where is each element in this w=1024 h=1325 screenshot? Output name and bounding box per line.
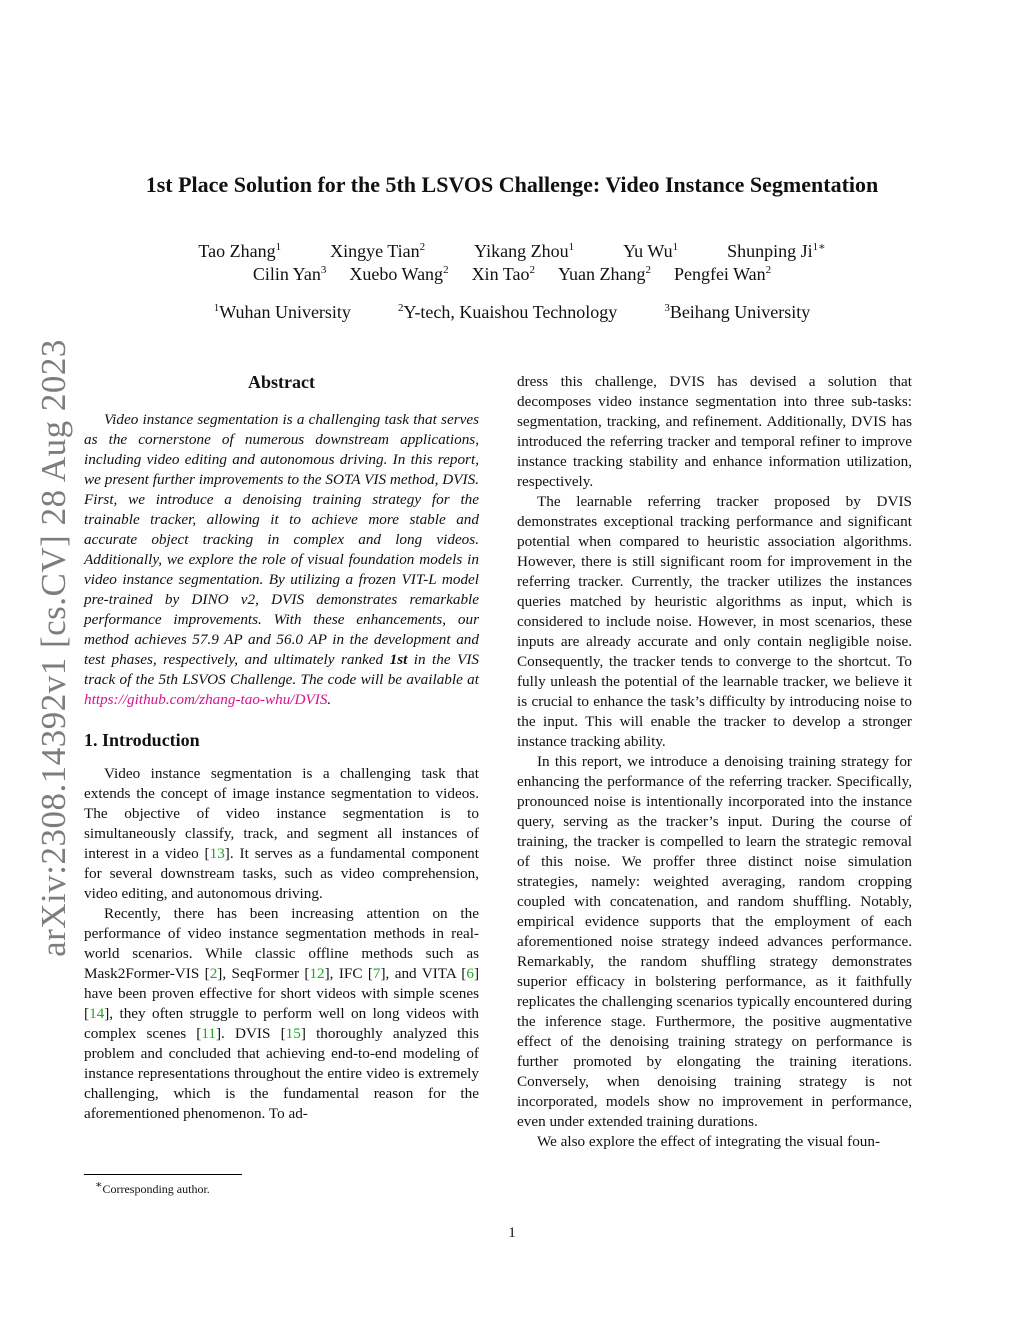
author: Tao Zhang$^1$ <box>198 241 282 261</box>
body-paragraph: In this report, we introduce a denoising training strategy for enhancing the performance of the referring tracker. Specifically, pronounced noise is intentionally incorporated into the instance query, serving as the tracker’s input. During the course of training, the tracker is compelled to learn the strategic removal of this noise. We proffer three distinct noise simulation strategies, namely: weighted averaging, random cropping coupled with concatenation, and random shuffling. Notably, empirical evidence supports that the employment of each aforementioned noise strategy indeed advances performance. Remarkably, the random shuffling strategy demonstrates superior efficacy in bolstering performance, as it faithfully replicates the challenging scenarios typically encountered during the inference stage. Furthermore, the positive augmentative effect of the denoising training strategy on performance is further promoted by elongating the training iterations. Conversely, when denoising training strategy is not incorporated, models show no improvement in performance, even under extended training durations. <box>517 753 912 1130</box>
author: Yikang Zhou$^1$ <box>474 241 575 261</box>
body-paragraph: We also explore the effect of integrating the visual foun- <box>537 1133 881 1150</box>
footnote: ∗Corresponding author. <box>95 1179 210 1196</box>
abstract-heading: Abstract <box>248 372 315 392</box>
author: Pengfei Wan$^2$ <box>673 264 772 284</box>
body-paragraph: The learnable referring tracker proposed by DVIS demonstrates exceptional tracking performance and significant potential when compared to heuristic association algorithms. However, there is still significant room for improvement in the referring tracker. Currently, the tracker utilizes the instances queries matched by heuristic algorithms as input, which is considered to include noise. However, in most scenarios, these inputs are already accurate and only contain negligible noise. Consequently, the tracker tends to converge to the shortcut. To fully unleash the potential of the learnable tracker, we believe it is crucial to enhance the task’s difficulty by introducing noise to the input. This will enable the tracker to develop a stronger instance tracking ability. <box>517 493 912 750</box>
left-column <box>84 372 479 1124</box>
citation[interactable]: 2 <box>209 965 218 982</box>
right-column <box>517 372 912 1152</box>
affiliation: $^2$Y-tech, Kuaishou Technology <box>397 302 618 322</box>
intro-paragraph-1: Video instance segmentation is a challenging task that extends the concept of image instance segmentation to videos. The objective of video instance segmentation is to simultaneously classify, track, and segment all instances of interest in a video [13]. It serves as a fundamental component for several downstream tasks, such as video comprehension, video editing, and autonomous driving. <box>84 765 479 902</box>
author: Xingye Tian$^2$ <box>330 241 426 261</box>
citation[interactable]: 6 <box>466 965 474 982</box>
footnote-divider <box>84 1174 242 1175</box>
author: Xuebo Wang$^2$ <box>349 264 449 284</box>
affiliation: $^1$Wuhan University <box>213 302 351 322</box>
affiliations <box>0 302 1024 323</box>
citation[interactable]: 14 <box>89 1005 105 1022</box>
author-list-row1 <box>0 240 1024 262</box>
author: Yuan Zhang$^2$ <box>557 264 651 284</box>
code-link[interactable]: https://github.com/zhang-tao-whu/DVIS <box>84 691 328 708</box>
author: Yu Wu$^1$ <box>623 241 679 261</box>
section-heading-introduction: 1. Introduction <box>84 730 200 750</box>
paper-title: 1st Place Solution for the 5th LSVOS Challenge: Video Instance Segmentation <box>145 172 879 197</box>
author: Cilin Yan$^3$ <box>252 264 327 284</box>
citation[interactable]: 13 <box>209 845 225 862</box>
affiliation: $^3$Beihang University <box>664 302 811 322</box>
body-paragraph: dress this challenge, DVIS has devised a solution that decomposes video instance segmentation into three sub-tasks: segmentation, tracking, and refinement. Additionally, DVIS has introduced the referring tracker and temporal refiner to improve instance tracking stability and enhance information utilization, respectively. <box>517 373 912 490</box>
citation[interactable]: 7 <box>372 965 381 982</box>
citation[interactable]: 11 <box>201 1025 216 1042</box>
abstract-body: Video instance segmentation is a challenging task that serves as the cornerstone of numerous downstream applications, including video editing and autonomous driving. In this report, we present further improvements to the SOTA VIS method, DVIS. First, we introduce a denoising training strategy for the trainable tracker, allowing it to achieve more stable and accurate object tracking in complex and long videos. Additionally, we explore the role of visual foundation models in video instance segmentation. By utilizing a frozen VIT-L model pre-trained by DINO v2, DVIS demonstrates remarkable performance improvements. With these enhancements, our method achieves 57.9 AP and 56.0 AP in the development and test phases, respectively, and ultimately ranked 1st in the VIS track of the 5th LSVOS Challenge. The code will be available at https://github.com/zhang-tao-whu/DVIS. <box>84 411 479 708</box>
author-list-row2 <box>0 264 1024 285</box>
arxiv-identifier: arXiv:2308.14392v1 [cs.CV] 28 Aug 2023 <box>34 339 73 957</box>
intro-paragraph-2: Recently, there has been increasing attention on the performance of video instance segmentation methods in real-world scenarios. While classic offline methods such as Mask2Former-VIS [2], SeqFormer [12], IFC [7], and VITA [6] have been proven effective for short videos with simple scenes [14], they often struggle to perform well on long videos with complex scenes [11]. DVIS [15] thoroughly analyzed this problem and concluded that achieving end-to-end modeling of instance representations throughout the entire video is extremely challenging, which is the fundamental reason for the aforementioned phenomenon. To ad- <box>84 905 480 1122</box>
author: Xin Tao$^2$ <box>471 264 535 284</box>
author: Shunping $Ji^{1∗}$ <box>727 241 826 261</box>
page-number: 1 <box>508 1225 516 1241</box>
citation[interactable]: 12 <box>309 965 325 982</box>
citation[interactable]: 15 <box>285 1025 301 1042</box>
